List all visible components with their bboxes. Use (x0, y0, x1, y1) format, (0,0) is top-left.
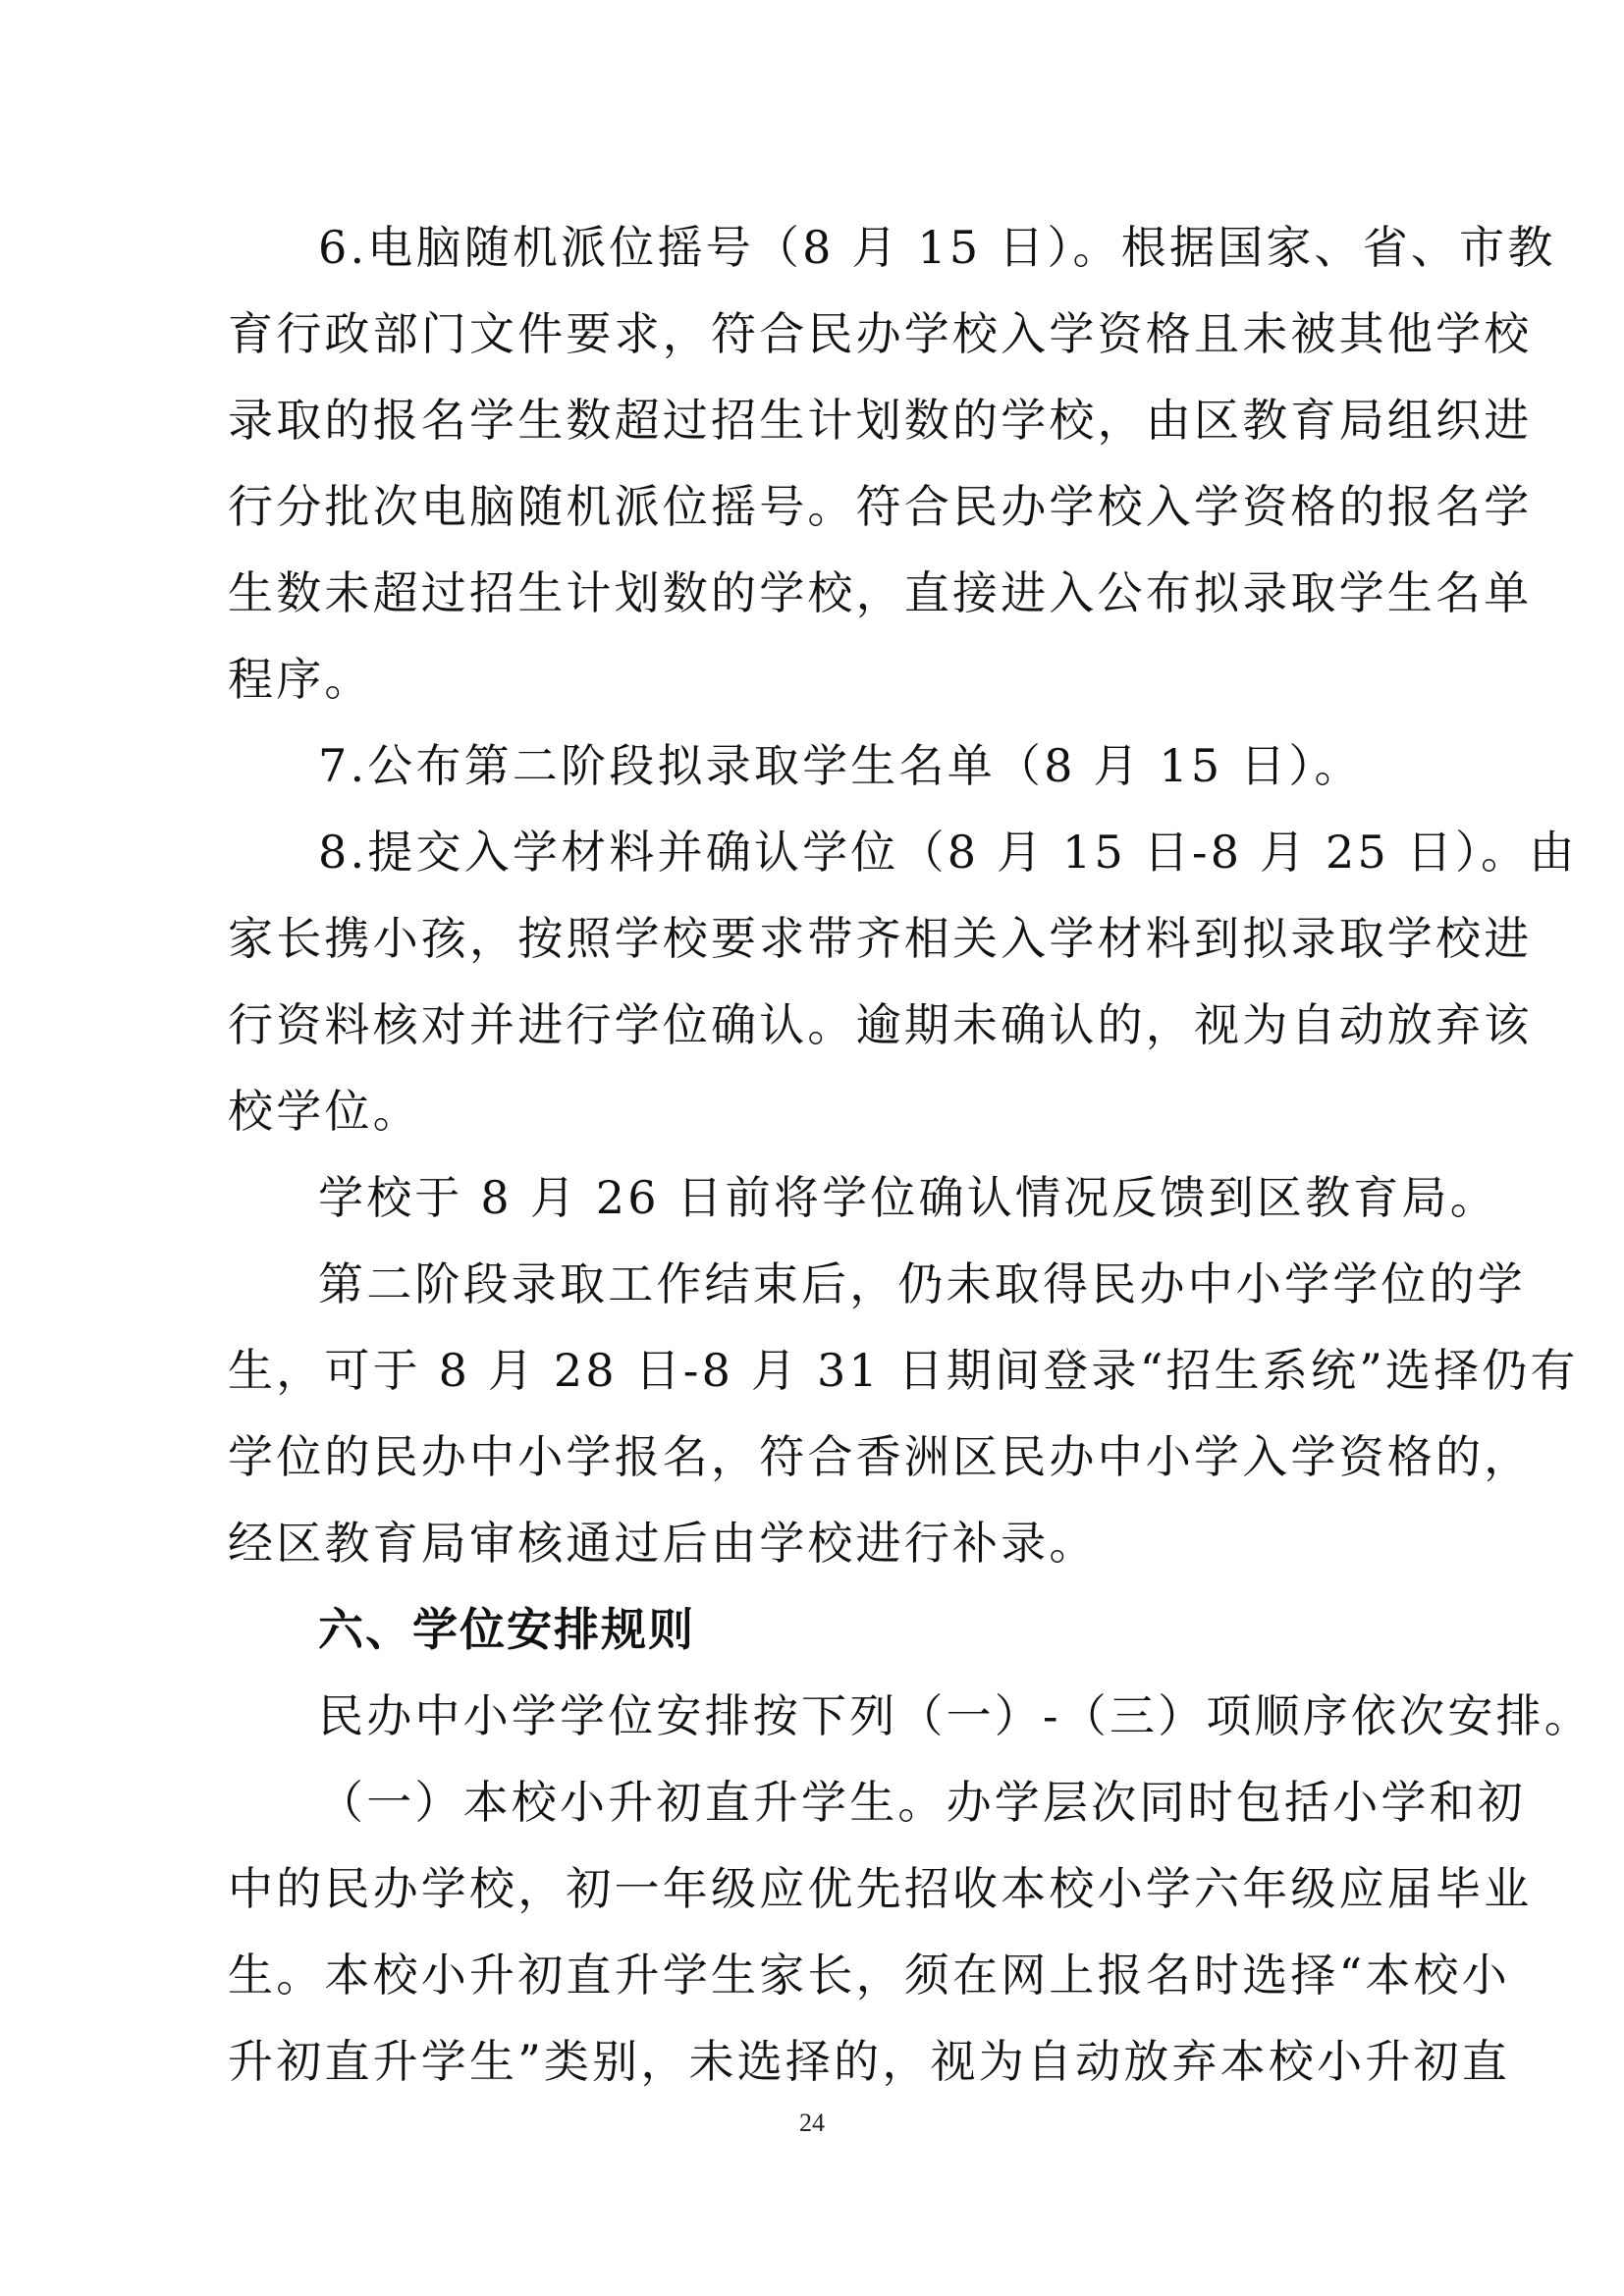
paragraph-6-line-2: 育行政部门文件要求，符合民办学校入学资格且未被其他学校 (228, 307, 1533, 360)
body-text (228, 204, 1593, 2105)
paragraph-6-line-5: 生数未超过招生计划数的学校，直接进入公布拟录取学生名单 (228, 566, 1533, 619)
paragraph-8-line-2: 家长携小孩，按照学校要求带齐相关入学材料到拟录取学校进 (228, 912, 1533, 965)
supplement-paragraph-line-1: 第二阶段录取工作结束后，仍未取得民办中小学学位的学 (318, 1257, 1526, 1310)
feedback-paragraph: 学校于 8 月 26 日前将学位确认情况反馈到区教育局。 (318, 1171, 1498, 1224)
paragraph-8-line-3: 行资料核对并进行学位确认。逾期未确认的，视为自动放弃该 (228, 998, 1533, 1051)
page-number: 24 (799, 2109, 825, 2137)
paragraph-6-line-4: 行分批次电脑随机派位摇号。符合民办学校入学资格的报名学 (228, 480, 1533, 533)
paragraph-6-line-6: 程序。 (228, 653, 373, 706)
supplement-paragraph-line-4: 经区教育局审核通过后由学校进行补录。 (228, 1517, 1098, 1570)
paragraph-7-line-1: 7.公布第二阶段拟录取学生名单（8 月 15 日）。 (318, 739, 1363, 792)
order-paragraph: 民办中小学学位安排按下列（一）-（三）项顺序依次安排。 (318, 1689, 1593, 1742)
paragraph-8-line-1: 8.提交入学材料并确认学位（8 月 15 日-8 月 25 日）。由 (318, 826, 1578, 879)
supplement-paragraph-line-3: 学位的民办中小学报名，符合香洲区民办中小学入学资格的， (228, 1430, 1533, 1483)
paragraph-6-line-1: 6.电脑随机派位摇号（8 月 15 日）。根据国家、省、市教 (318, 221, 1556, 274)
paragraph-8-line-4: 校学位。 (228, 1085, 421, 1138)
paragraph-6-line-3: 录取的报名学生数超过招生计划数的学校，由区教育局组织进 (228, 394, 1533, 447)
rule-1-line-2: 中的民办学校，初一年级应优先招收本校小学六年级应届毕业 (228, 1862, 1533, 1915)
rule-1-line-1: （一）本校小升初直升学生。办学层次同时包括小学和初 (318, 1776, 1526, 1829)
section-heading: 六、学位安排规则 (318, 1603, 695, 1656)
supplement-paragraph-line-2: 生，可于 8 月 28 日-8 月 31 日期间登录“招生系统”选择仍有 (228, 1344, 1579, 1397)
rule-1-line-3: 生。本校小升初直升学生家长，须在网上报名时选择“本校小 (228, 1949, 1510, 2002)
rule-1-line-4: 升初直升学生”类别，未选择的，视为自动放弃本校小升初直 (228, 2035, 1510, 2088)
